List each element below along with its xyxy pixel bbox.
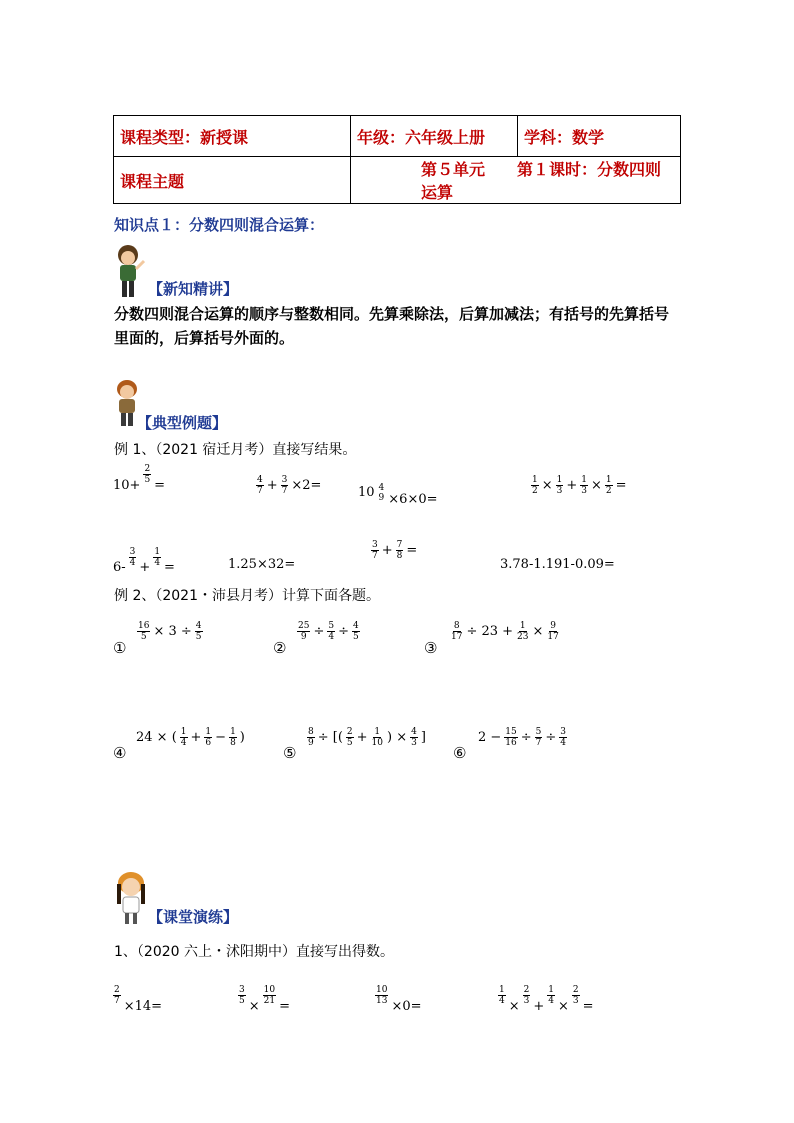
- fraction: $\frac{10}{21}$: [263, 985, 276, 1006]
- ex1-problem-5: [113, 540, 175, 575]
- fraction: $\frac{1}{4}$: [180, 727, 187, 748]
- fraction: 4 9: [378, 482, 385, 503]
- ex1-p3-pre: 10: [358, 485, 375, 500]
- fraction: $\frac{4}{7}$: [257, 475, 263, 496]
- fraction: $\frac{1}{6}$: [205, 727, 212, 748]
- ex1-p5-post: =: [164, 560, 175, 575]
- fraction: $\frac{2}{3}$: [523, 985, 530, 1006]
- ex2-problem-2: $\frac{25}{9}$ ÷ $\frac{5}{4}$ ÷ $\frac{4}{5}$: [298, 621, 359, 642]
- fraction: $\frac{9}{17}$: [547, 621, 559, 642]
- example2-title: 例 2、（2021・沛县月考）计算下面各题。: [114, 588, 380, 604]
- practice-q1-post: ×14=: [123, 999, 163, 1014]
- ex1-problem-2: $\frac{4}{7}$ + $\frac{3}{7}$ ×2=: [257, 475, 322, 496]
- knowledge-point-title: 知识点１：分数四则混合运算：: [114, 216, 325, 234]
- fraction: $\frac{3}{4}$: [560, 727, 567, 748]
- subject: 学科：数学: [518, 116, 681, 157]
- fraction: $\frac{16}{5}$: [138, 621, 150, 642]
- ex2-problem-6: 2 − $\frac{15}{16}$ ÷ $\frac{5}{7}$ ÷ $\frac{3}{4}$: [478, 727, 567, 748]
- fraction: $\frac{25}{9}$: [298, 621, 310, 642]
- fraction: $\frac{2}{7}$: [114, 985, 120, 1006]
- fraction: $\frac{2}{5}$: [144, 464, 151, 485]
- fraction: $\frac{1}{8}$: [230, 727, 236, 748]
- ex1-p1-post: =: [154, 478, 166, 493]
- fraction: $\frac{15}{16}$: [505, 727, 517, 748]
- teacher-boy-icon: [111, 243, 145, 301]
- practice-q2-post: =: [279, 999, 290, 1014]
- ex1-p2-post: ×2=: [291, 478, 322, 493]
- fraction: $\frac{7}{8}$: [396, 540, 403, 561]
- theme-label: 课程主题: [114, 157, 351, 204]
- example1-title: 例 1、（2021 宿迁月考）直接写结果。: [114, 442, 357, 458]
- ex1-p7-post: =: [406, 543, 418, 558]
- course-type: 课程类型：新授课: [114, 116, 351, 157]
- fraction: $\frac{5}{4}$: [328, 621, 335, 642]
- ex2-label-1: ①: [113, 639, 127, 657]
- fraction: $\frac{8}{9}$: [308, 727, 314, 748]
- fraction: $\frac{1}{2}$: [532, 475, 538, 496]
- fraction: $\frac{8}{17}$: [451, 621, 463, 642]
- ex1-problem-3: [358, 478, 438, 507]
- ex2-label-4: ④: [113, 744, 127, 762]
- ex2-label-6: ⑥: [453, 744, 467, 762]
- fraction: $\frac{4}{5}$: [195, 621, 202, 642]
- fraction: $\frac{4}{5}$: [353, 621, 359, 642]
- ex1-p4-post: =: [615, 478, 627, 493]
- practice-q3-post: ×0=: [391, 999, 422, 1014]
- fraction: $\frac{1}{4}$: [548, 985, 555, 1006]
- rule-text: 分数四则混合运算的顺序与整数相同。先算乘除法，后算加减法；有括号的先算括号里面的，后算括号外面的。: [114, 305, 670, 347]
- fraction: $\frac{3}{7}$: [281, 475, 288, 496]
- grade: 年级：六年级上册: [351, 116, 518, 157]
- practice1-title: 1、（2020 六上・沭阳期中）直接写出得数。: [114, 944, 394, 960]
- ex1-p5-pre: 6-: [113, 560, 126, 575]
- ex1-p3-post: ×6×0=: [388, 492, 438, 507]
- ex2-label-2: ②: [273, 639, 287, 657]
- ex1-problem-6: 1.25×32=: [228, 557, 296, 572]
- fraction: $\frac{1}{4}$: [499, 985, 505, 1006]
- fraction: $\frac{1}{23}$: [517, 621, 529, 642]
- theme-value: 第５单元 第１课时：分数四则运算: [351, 157, 681, 204]
- fraction: $\frac{10}{13}$: [376, 985, 388, 1006]
- fraction: $\frac{3}{7}$: [372, 540, 378, 561]
- ex2-label-5: ⑤: [283, 744, 297, 762]
- student-girl-icon: [111, 870, 151, 926]
- section-examples: 【典型例题】: [137, 414, 228, 432]
- ex2-label-3: ③: [424, 639, 438, 657]
- ex1-p5-plus: +: [139, 560, 151, 575]
- fraction: $\frac{2}{3}$: [572, 985, 579, 1006]
- fraction: $\frac{3}{4}$: [129, 547, 136, 568]
- fraction: $\frac{1}{3}$: [556, 475, 563, 496]
- practice-problem-1: [112, 977, 162, 1014]
- practice-problem-3: [374, 977, 422, 1014]
- fraction: $\frac{1}{10}$: [371, 727, 383, 748]
- fraction: $\frac{1}{3}$: [581, 475, 588, 496]
- fraction: $\frac{4}{3}$: [411, 727, 417, 748]
- ex1-problem-8: 3.78-1.191-0.09=: [500, 557, 615, 572]
- section-new-knowledge: 【新知精讲】: [148, 280, 239, 298]
- fraction: $\frac{1}{4}$: [154, 547, 161, 568]
- ex1-problem-7: $\frac{3}{7}$ + $\frac{7}{8}$ =: [372, 540, 418, 561]
- practice-problem-2: $\frac{3}{5}$ × $\frac{10}{21}$ =: [239, 985, 290, 1014]
- ex2-problem-1: $\frac{16}{5}$ × 3 ÷ $\frac{4}{5}$: [138, 621, 202, 642]
- ex1-problem-4: $\frac{1}{2}$ × $\frac{1}{3}$ + $\frac{1}{3}$ × $\frac{1}{2}$ =: [532, 475, 627, 496]
- ex2-problem-4: 24 × ( $\frac{1}{4}$ + $\frac{1}{6}$ − $\frac{1}{8}$ ): [136, 727, 245, 748]
- section-practice: 【课堂演练】: [148, 908, 239, 926]
- course-header-table: [113, 115, 681, 204]
- ex1-problem-1: [113, 464, 166, 493]
- fraction: $\frac{1}{2}$: [605, 475, 612, 496]
- practice-problem-4: $\frac{1}{4}$ × $\frac{2}{3}$ + $\frac{1}{4}$ × $\frac{2}{3}$ =: [499, 985, 594, 1014]
- fraction: $\frac{5}{7}$: [535, 727, 542, 748]
- ex2-problem-5: $\frac{8}{9}$ ÷ [( $\frac{2}{5}$ + $\frac{1}{10}$ ) × $\frac{4}{3}$ ]: [308, 727, 426, 748]
- ex1-p1-pre: 10+: [113, 478, 141, 493]
- fraction: $\frac{2}{5}$: [346, 727, 353, 748]
- fraction: $\frac{3}{5}$: [239, 985, 245, 1006]
- ex2-problem-3: $\frac{8}{17}$ ÷ 23 + $\frac{1}{23}$ × $\frac{9}{17}$: [451, 621, 559, 642]
